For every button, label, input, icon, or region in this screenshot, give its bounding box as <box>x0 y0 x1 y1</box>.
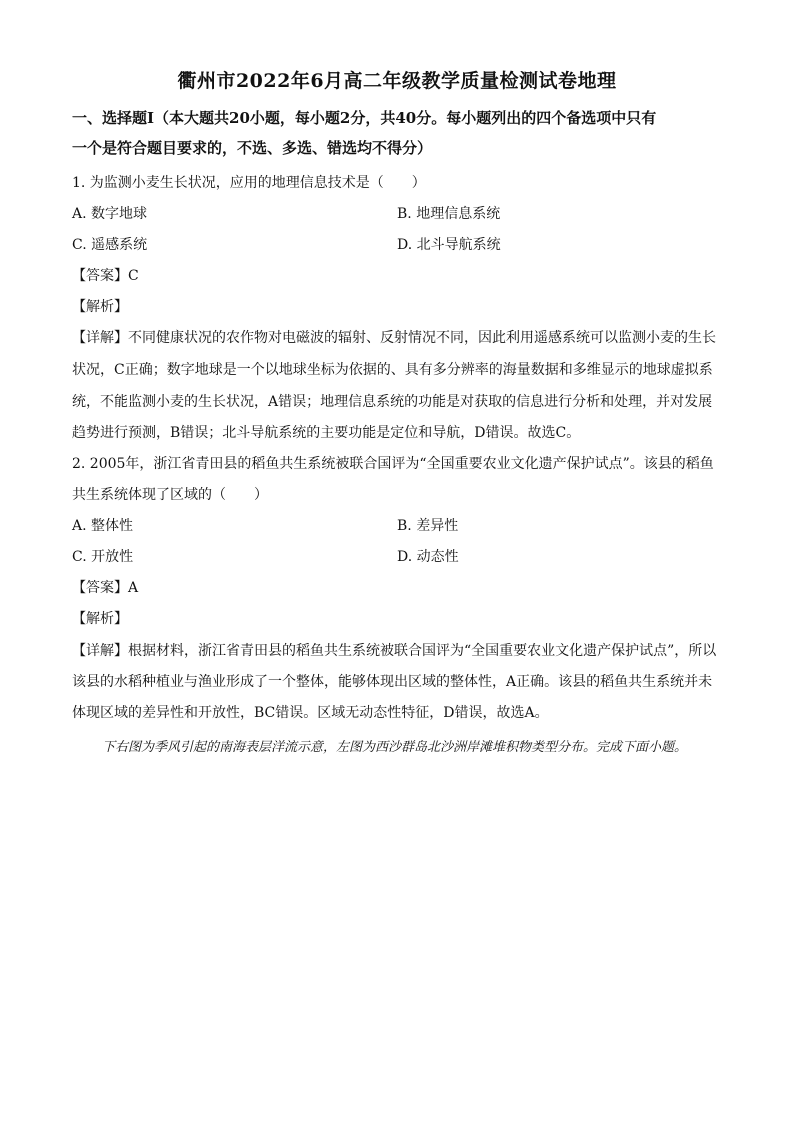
question-1-detail-line: 【详解】不同健康状况的农作物对电磁波的辐射、反射情况不同，因此利用遥感系统可以监测小麦的生长 <box>72 330 716 346</box>
question-1-stem: 1. 为监测小麦生长状况，应用的地理信息技术是（ ） <box>72 175 426 191</box>
question-2-option-d: D. 动态性 <box>397 549 459 565</box>
question-1-option-b: B. 地理信息系统 <box>397 206 501 222</box>
question-2-option-b: B. 差异性 <box>397 518 459 534</box>
question-1-option-c: C. 遥感系统 <box>72 237 148 253</box>
question-2-stem-line: 2. 2005年，浙江省青田县的稻鱼共生系统被联合国评为“全国重要农业文化遗产保护试点”。该县的稻鱼 <box>72 456 714 472</box>
question-2-option-a: A. 整体性 <box>72 518 134 534</box>
question-1-detail-line: 状况，C正确；数字地球是一个以地球坐标为依据的、具有多分辨率的海量数据和多维显示的地球虚拟系 <box>72 362 713 378</box>
question-2-analysis-label: 【解析】 <box>72 611 128 627</box>
question-2-answer: 【答案】A <box>72 580 139 596</box>
question-1-option-d: D. 北斗导航系统 <box>397 237 501 253</box>
question-1-detail-line: 趋势进行预测，B错误；北斗导航系统的主要功能是定位和导航，D错误。故选C。 <box>72 425 581 441</box>
question-2-detail-line: 【详解】根据材料，浙江省青田县的稻鱼共生系统被联合国评为“全国重要农业文化遗产保护试点”，所以 <box>72 643 717 659</box>
question-2-detail-line: 该县的水稻种植业与渔业形成了一个整体，能够体现出区域的整体性，A正确。该县的稻鱼共生系统并未 <box>72 674 713 690</box>
next-questions-intro: 下右图为季风引起的南海表层洋流示意，左图为西沙群岛北沙洲岸滩堆积物类型分布。完成下面小题。 <box>102 740 688 755</box>
section-heading-line-2: 一个是符合题目要求的，不选、多选、错选均不得分） <box>72 139 433 157</box>
page-title: 衢州市2022年6月高二年级教学质量检测试卷地理 <box>177 70 617 92</box>
question-1-detail-line: 统，不能监测小麦的生长状况，A错误；地理信息系统的功能是对获取的信息进行分析和处理，并对发展 <box>72 394 713 410</box>
question-1-analysis-label: 【解析】 <box>72 299 128 315</box>
question-1-option-a: A. 数字地球 <box>72 206 148 222</box>
question-2-stem-line: 共生系统体现了区域的（ ） <box>72 487 268 503</box>
section-heading-line-1: 一、选择题Ⅰ（本大题共20小题，每小题2分，共40分。每小题列出的四个备选项中只有 <box>72 109 657 127</box>
question-2-detail-line: 体现区域的差异性和开放性，BC错误。区域无动态性特征，D错误，故选A。 <box>72 705 549 721</box>
question-2-option-c: C. 开放性 <box>72 549 134 565</box>
question-1-answer: 【答案】C <box>72 268 139 284</box>
